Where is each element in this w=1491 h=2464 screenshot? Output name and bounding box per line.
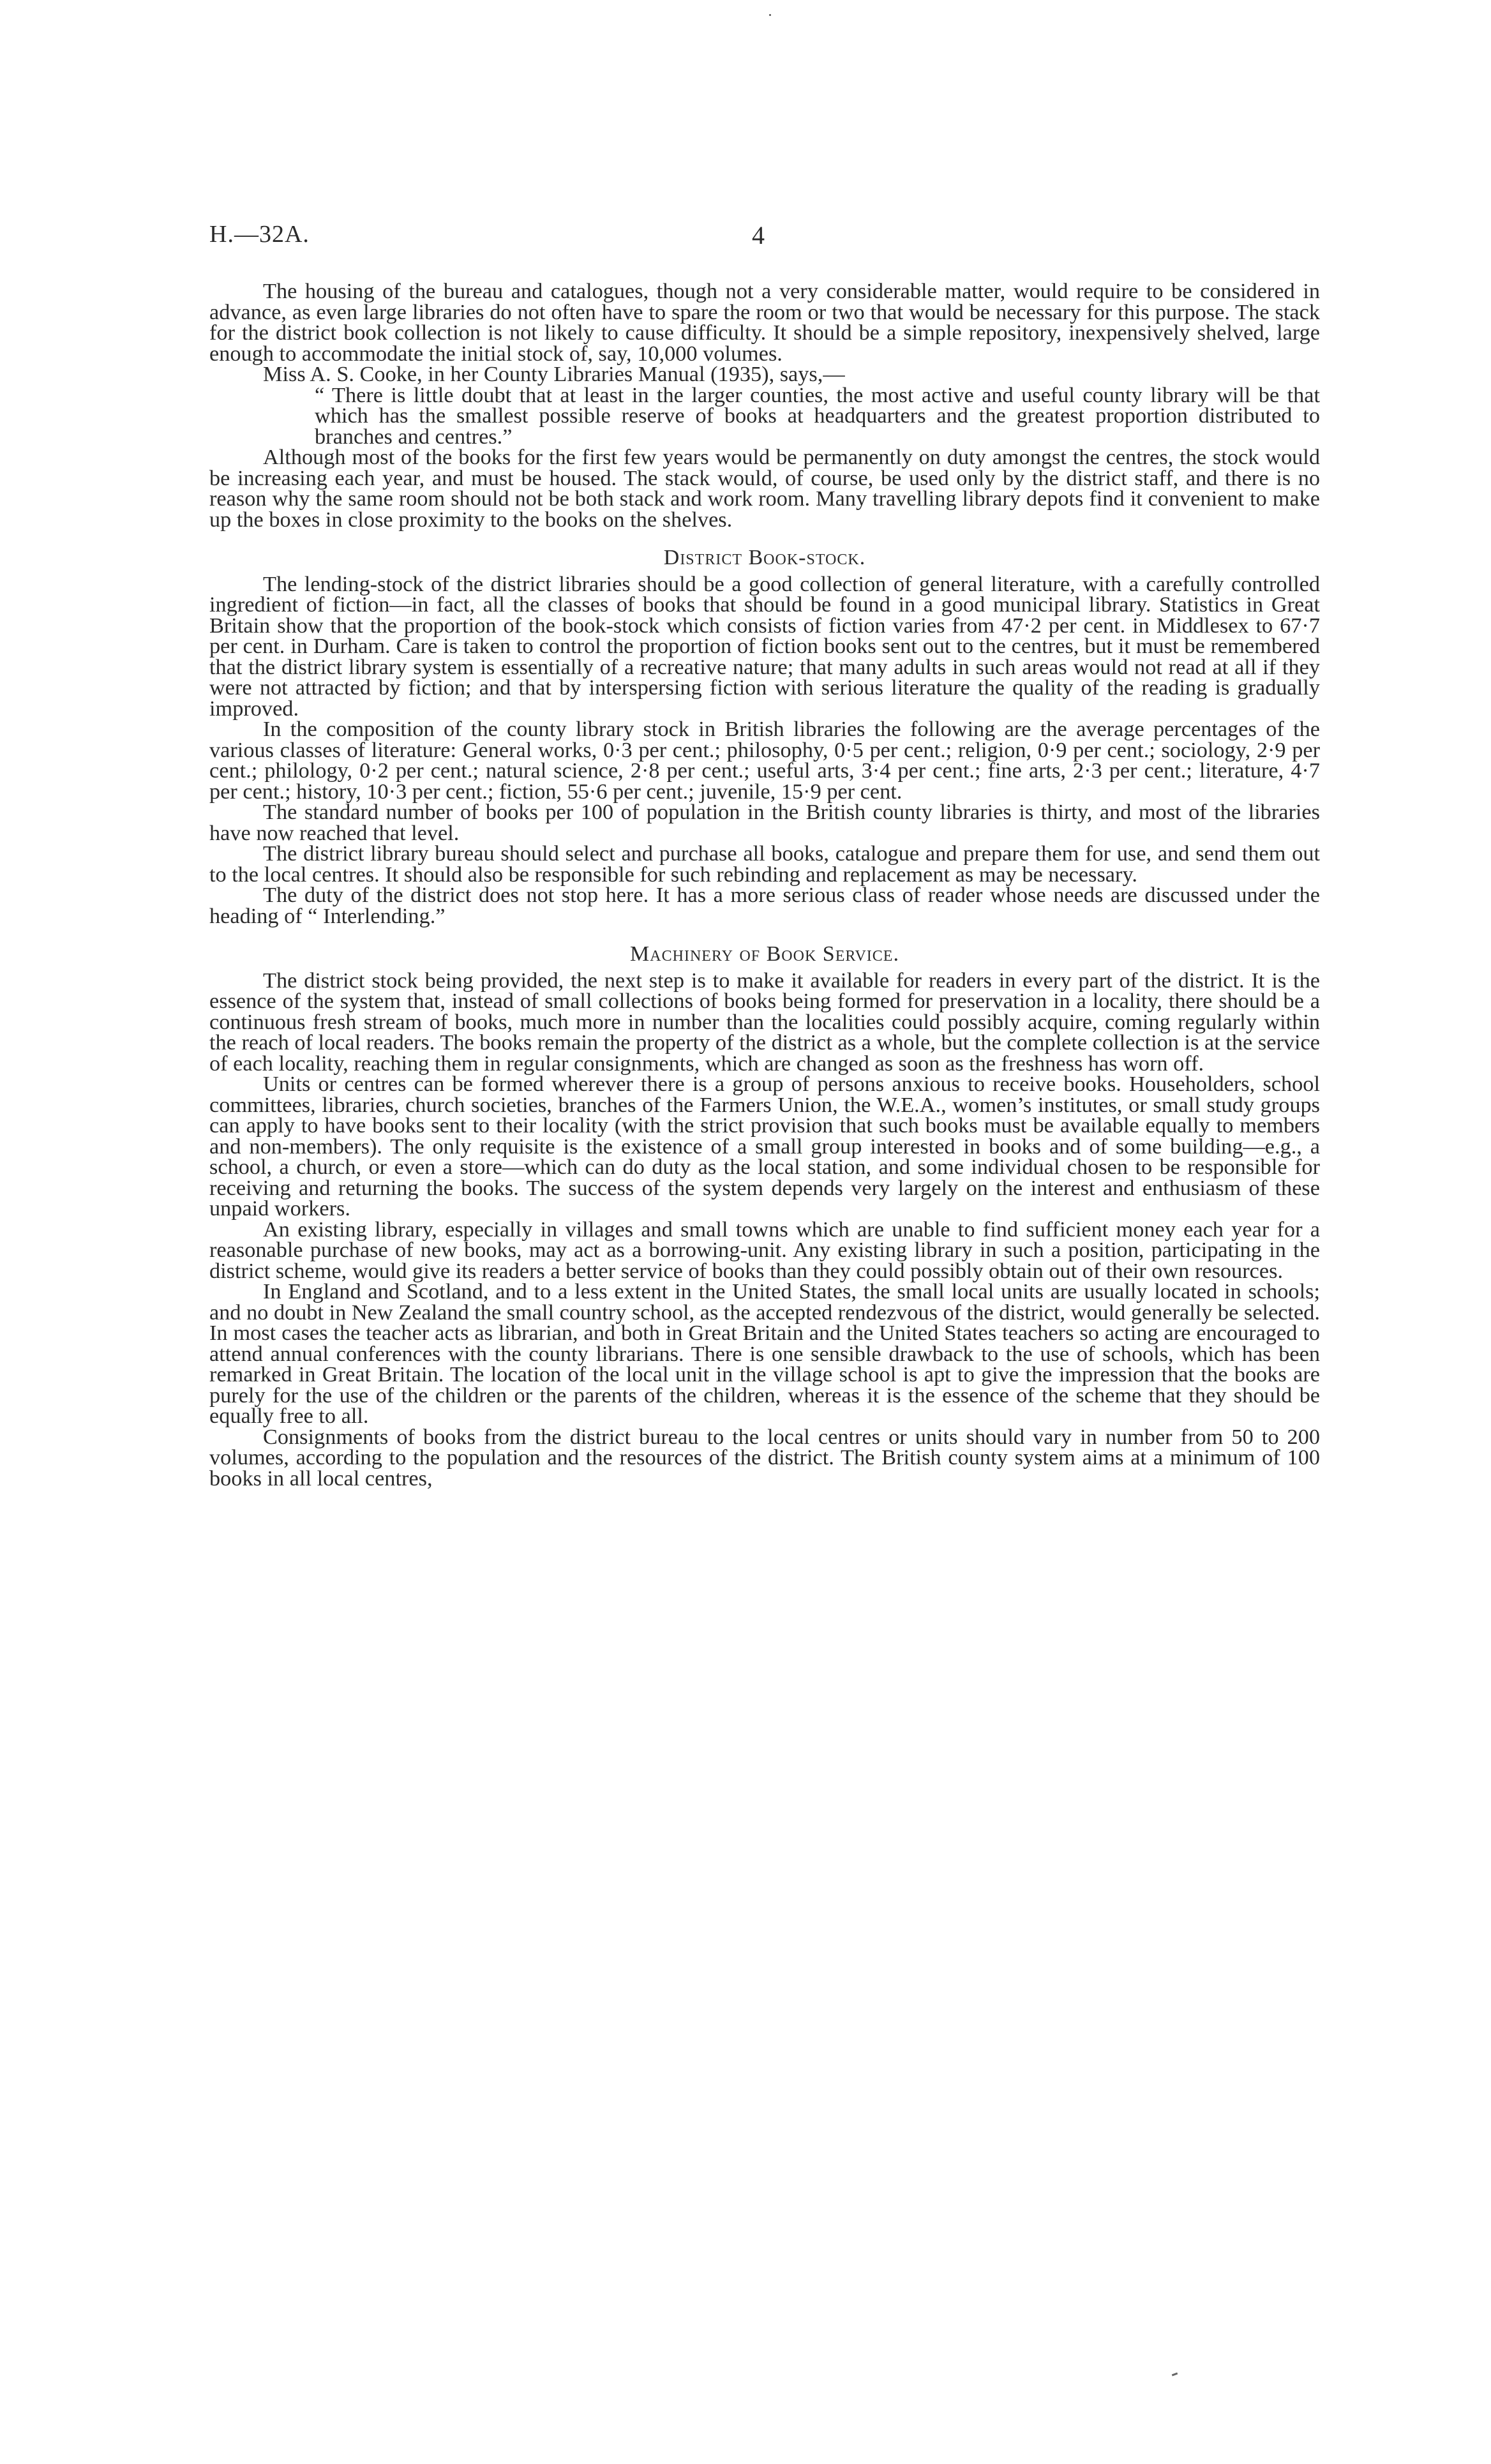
paragraph-composition: In the composition of the county library stock in British libraries the following are the average percentages of the various classes of literature: General works, 0·3 per cent.; philosophy, 0·5 per cent.; religion, 0·9 per cent.; sociology, 2·9 per cent.; philology, 0·2 per cent.; natural science, 2·8 per cent.; useful arts, 3·4 per cent.; fine arts, 2·3 per cent.; literature, 4·7 per cent.; history, 10·3 per cent.; fiction, 55·6 per cent.; juvenile, 15·9 per cent. [209, 717, 1320, 804]
section-heading-district-book-stock: District Book-stock. [663, 546, 866, 569]
scan-mark [1172, 2373, 1178, 2377]
paragraph-district-stock: The district stock being provided, the next step is to make it available for readers in every part of the district. It is the essence of the system that, instead of small collections of books being formed for preservation in a locality, there should be a continuous fresh stream of books, much more in number than the localities could possibly acquire, coming regularly within the reach of local readers. The books remain the property of the district as a whole, but the complete collection is at the service of each locality, reaching them in regular consignments, which are changed as soon as the freshness has worn off. [209, 968, 1320, 1076]
paragraph-interlending: The duty of the district does not stop here. It has a more serious class of reader whose needs are discussed under the heading of “ Interlending.” [209, 883, 1320, 928]
paragraph-housing: The housing of the bureau and catalogues, though not a very considerable matter, would require to be considered in advance, as even large libraries do not often have to spare the room or two that would be necessary for this purpose. The stack for the district book collection is not likely to cause difficulty. It should be a simple repository, inexpensively shelved, large enough to accommodate the initial stock of, say, 10,000 volumes. [209, 279, 1320, 366]
paragraph-lending-stock: The lending-stock of the district libraries should be a good collection of general literature, with a carefully controlled ingredient of fiction—in fact, all the classes of books that should be found in a good municipal library. Statistics in Great Britain show that the proportion of the book-stock which consists of fiction varies from 47·2 per cent. in Middlesex to 67·7 per cent. in Durham. Care is taken to control the proportion of fiction books sent out to the centres, but it must be remembered that the district library system is essentially of a recreative nature; that many adults in such areas would not read at all if they were not attracted by fiction; and that by interspersing fiction with serious literature the quality of the reading is gradually improved. [209, 571, 1320, 721]
paragraph-bureau-duties: The district library bureau should select and purchase all books, catalogue and prepare them for use, and send them out to the local centres. It should also be responsible for such rebinding and replacement as may be necessary. [209, 841, 1320, 887]
paragraph-stack: Although most of the books for the first few years would be permanently on duty amongst the centres, the stock would be increasing each year, and must be housed. The stack would, of course, be used only by the district staff, and there is no reason why the same room should not be both stack and work room. Many travelling library depots find it convenient to make up the boxes in close proximity to the books on the shelves. [209, 445, 1320, 532]
page-body [209, 281, 1320, 1489]
block-quote: “ There is little doubt that at least in the larger counties, the most active and useful county library will be that which has the smallest possible reserve of books at headquarters and the greatest proportion distributed to branches and centres.” [315, 382, 1320, 449]
section-heading-machinery-of-book-service: Machinery of Book Service. [630, 942, 899, 966]
paragraph-consignments: Consignments of books from the district bureau to the local centres or units should vary in number from 50 to 200 volumes, according to the population and the resources of the district. The British county system aims at a minimum of 100 books in all local centres, [209, 1424, 1320, 1491]
paragraph-existing-library: An existing library, especially in villages and small towns which are unable to find sufficient money each year for a reasonable purchase of new books, may act as a borrowing-unit. Any existing library in such a position, participating in the district scheme, would give its readers a better service of books than they could possibly obtain out of their own resources. [209, 1217, 1320, 1283]
page-number: 4 [752, 221, 765, 250]
page-header [209, 220, 1320, 259]
paragraph-units-centres: Units or centres can be formed wherever there is a group of persons anxious to receive books. Householders, school committees, libraries, church societies, branches of the Farmers Union, the W.E.A., women’s institutes, or small study groups can apply to have books sent to their locality (with the strict provision that such books must be available equally to members and non-members). The only requisite is the existence of a small group interested in books and of some building—e.g., a school, a church, or even a store—which can do duty as the local station, and some individual chosen to be responsible for receiving and returning the books. The success of the system depends very largely on the interest and enthusiasm of these unpaid workers. [209, 1072, 1320, 1221]
paragraph-standard-number: The standard number of books per 100 of population in the British county libraries is thirty, and most of the libraries have now reached that level. [209, 800, 1320, 845]
scan-speck [769, 14, 771, 16]
paragraph-cooke-intro: Miss A. S. Cooke, in her County Libraries Manual (1935), says,— [263, 362, 845, 386]
paragraph-schools: In England and Scotland, and to a less extent in the United States, the small local units are usually located in schools; and no doubt in New Zealand the small country school, as the accepted rendezvous of the district, would generally be selected. In most cases the teacher acts as librarian, and both in Great Britain and the United States teachers so acting are encouraged to attend annual conferences with the county librarians. There is one sensible drawback to the use of schools, which has been remarked in Great Britain. The location of the local unit in the village school is apt to give the impression that the books are purely for the use of the children or the parents of the children, whereas it is the essence of the scheme that they should be equally free to all. [209, 1279, 1320, 1428]
document-reference: H.—32A. [209, 221, 310, 248]
